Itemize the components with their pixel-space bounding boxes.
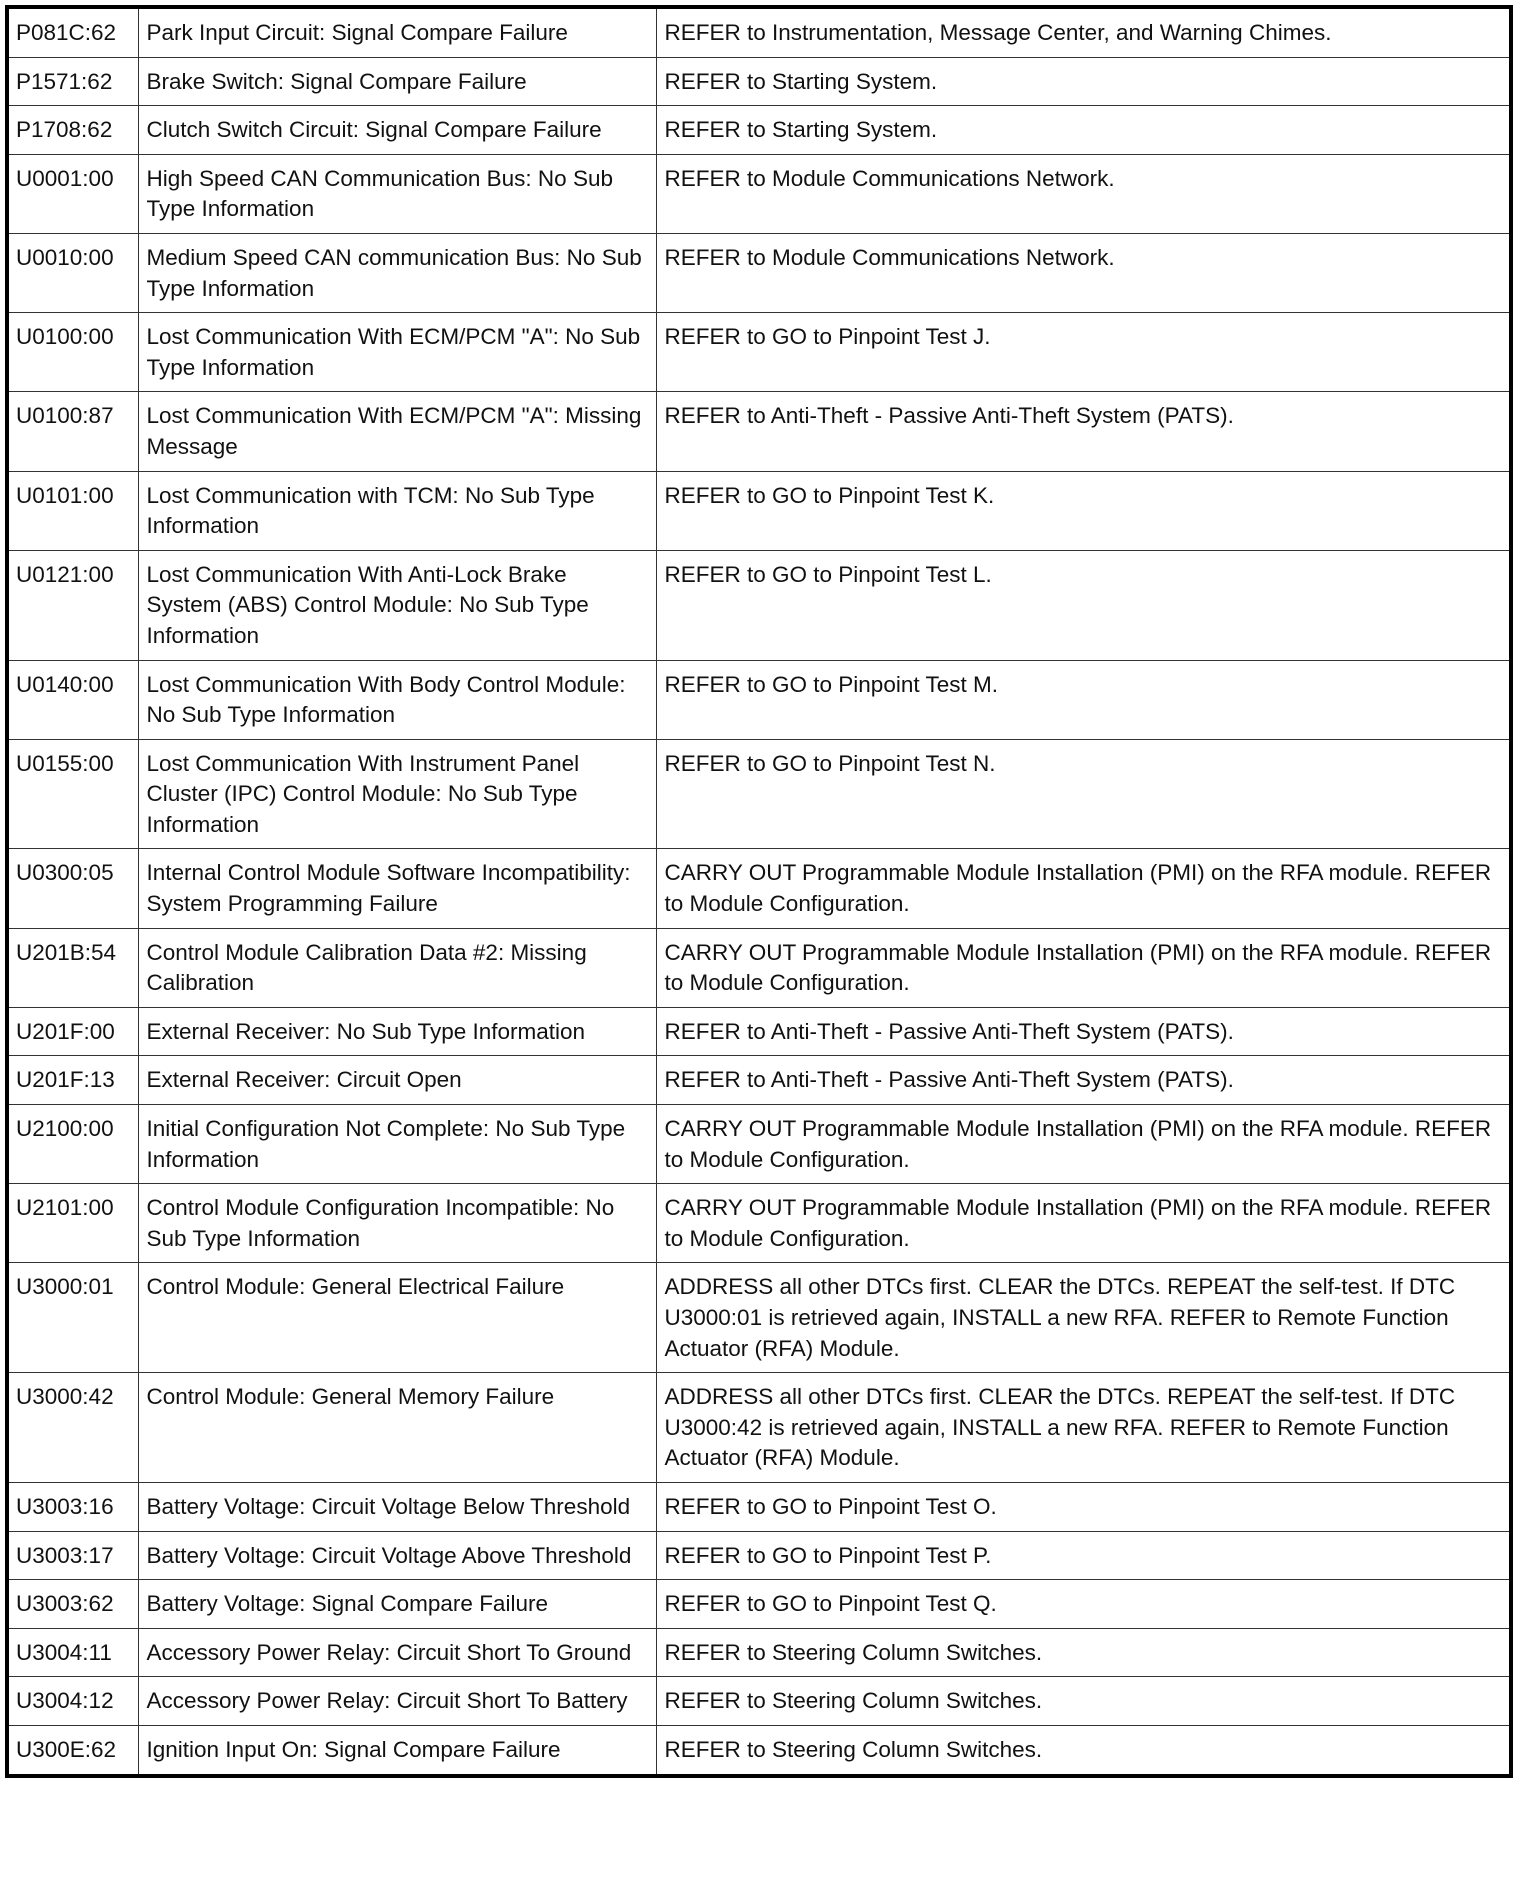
dtc-action: CARRY OUT Programmable Module Installation (PMI) on the RFA module. REFER to Module Configuration.	[656, 1105, 1511, 1184]
dtc-code: U0300:05	[7, 849, 138, 928]
dtc-description: Lost Communication With Instrument Panel Cluster (IPC) Control Module: No Sub Type Information	[138, 739, 656, 849]
table-row	[7, 233, 1511, 312]
table-row	[7, 1628, 1511, 1677]
table-row	[7, 1482, 1511, 1531]
dtc-code: P1571:62	[7, 57, 138, 106]
dtc-description: Control Module Calibration Data #2: Missing Calibration	[138, 928, 656, 1007]
dtc-description: Park Input Circuit: Signal Compare Failure	[138, 7, 656, 57]
table-row	[7, 1007, 1511, 1056]
dtc-action: REFER to GO to Pinpoint Test P.	[656, 1531, 1511, 1580]
dtc-table-body	[7, 7, 1511, 1776]
dtc-table	[5, 5, 1513, 1778]
table-row	[7, 660, 1511, 739]
dtc-code: U3004:11	[7, 1628, 138, 1677]
dtc-description: Lost Communication With Anti-Lock Brake System (ABS) Control Module: No Sub Type Information	[138, 550, 656, 660]
dtc-code: U201F:00	[7, 1007, 138, 1056]
dtc-action: REFER to GO to Pinpoint Test M.	[656, 660, 1511, 739]
dtc-code: U0121:00	[7, 550, 138, 660]
dtc-code: U0155:00	[7, 739, 138, 849]
dtc-action: REFER to Anti-Theft - Passive Anti-Theft System (PATS).	[656, 1056, 1511, 1105]
dtc-action: REFER to Starting System.	[656, 106, 1511, 155]
dtc-code: U201B:54	[7, 928, 138, 1007]
dtc-description: Medium Speed CAN communication Bus: No Sub Type Information	[138, 233, 656, 312]
dtc-description: Battery Voltage: Circuit Voltage Above Threshold	[138, 1531, 656, 1580]
dtc-action: REFER to Steering Column Switches.	[656, 1677, 1511, 1726]
dtc-code: U3000:01	[7, 1263, 138, 1373]
dtc-action: ADDRESS all other DTCs first. CLEAR the DTCs. REPEAT the self-test. If DTC U3000:42 is retrieved again, INSTALL a new RFA. REFER to Remote Function Actuator (RFA) Module.	[656, 1373, 1511, 1483]
dtc-description: Ignition Input On: Signal Compare Failure	[138, 1725, 656, 1775]
dtc-description: External Receiver: Circuit Open	[138, 1056, 656, 1105]
dtc-action: REFER to GO to Pinpoint Test Q.	[656, 1580, 1511, 1629]
dtc-description: Accessory Power Relay: Circuit Short To Ground	[138, 1628, 656, 1677]
dtc-code: U0140:00	[7, 660, 138, 739]
dtc-action: REFER to Module Communications Network.	[656, 233, 1511, 312]
dtc-code: U0010:00	[7, 233, 138, 312]
dtc-description: Control Module Configuration Incompatible: No Sub Type Information	[138, 1184, 656, 1263]
dtc-action: CARRY OUT Programmable Module Installation (PMI) on the RFA module. REFER to Module Configuration.	[656, 1184, 1511, 1263]
table-row	[7, 1056, 1511, 1105]
dtc-code: U0001:00	[7, 154, 138, 233]
table-row	[7, 154, 1511, 233]
dtc-action: REFER to GO to Pinpoint Test L.	[656, 550, 1511, 660]
dtc-code: U3000:42	[7, 1373, 138, 1483]
dtc-code: U3003:17	[7, 1531, 138, 1580]
table-row	[7, 57, 1511, 106]
dtc-action: ADDRESS all other DTCs first. CLEAR the DTCs. REPEAT the self-test. If DTC U3000:01 is retrieved again, INSTALL a new RFA. REFER to Remote Function Actuator (RFA) Module.	[656, 1263, 1511, 1373]
dtc-action: REFER to GO to Pinpoint Test O.	[656, 1482, 1511, 1531]
table-row	[7, 471, 1511, 550]
table-row	[7, 1263, 1511, 1373]
table-row	[7, 1531, 1511, 1580]
dtc-code: U3004:12	[7, 1677, 138, 1726]
dtc-description: Lost Communication With ECM/PCM "A": Missing Message	[138, 392, 656, 471]
table-row	[7, 1677, 1511, 1726]
dtc-description: Brake Switch: Signal Compare Failure	[138, 57, 656, 106]
table-row	[7, 1105, 1511, 1184]
dtc-description: Lost Communication With Body Control Module: No Sub Type Information	[138, 660, 656, 739]
dtc-code: P081C:62	[7, 7, 138, 57]
table-row	[7, 1725, 1511, 1775]
dtc-code: U2100:00	[7, 1105, 138, 1184]
dtc-code: U300E:62	[7, 1725, 138, 1775]
dtc-action: REFER to Starting System.	[656, 57, 1511, 106]
dtc-description: Accessory Power Relay: Circuit Short To Battery	[138, 1677, 656, 1726]
dtc-description: Lost Communication With ECM/PCM "A": No Sub Type Information	[138, 313, 656, 392]
dtc-code: U0100:87	[7, 392, 138, 471]
table-row	[7, 313, 1511, 392]
dtc-code: U201F:13	[7, 1056, 138, 1105]
dtc-description: Lost Communication with TCM: No Sub Type Information	[138, 471, 656, 550]
dtc-code: U3003:16	[7, 1482, 138, 1531]
table-row	[7, 1184, 1511, 1263]
dtc-action: REFER to Instrumentation, Message Center, and Warning Chimes.	[656, 7, 1511, 57]
dtc-description: Battery Voltage: Circuit Voltage Below Threshold	[138, 1482, 656, 1531]
dtc-action: REFER to Steering Column Switches.	[656, 1628, 1511, 1677]
dtc-description: Battery Voltage: Signal Compare Failure	[138, 1580, 656, 1629]
dtc-action: REFER to Steering Column Switches.	[656, 1725, 1511, 1775]
dtc-action: REFER to Anti-Theft - Passive Anti-Theft System (PATS).	[656, 392, 1511, 471]
table-row	[7, 1580, 1511, 1629]
dtc-action: REFER to GO to Pinpoint Test K.	[656, 471, 1511, 550]
dtc-action: REFER to GO to Pinpoint Test N.	[656, 739, 1511, 849]
dtc-description: Clutch Switch Circuit: Signal Compare Failure	[138, 106, 656, 155]
table-row	[7, 106, 1511, 155]
dtc-action: REFER to Anti-Theft - Passive Anti-Theft System (PATS).	[656, 1007, 1511, 1056]
dtc-description: Internal Control Module Software Incompatibility: System Programming Failure	[138, 849, 656, 928]
dtc-action: CARRY OUT Programmable Module Installation (PMI) on the RFA module. REFER to Module Configuration.	[656, 928, 1511, 1007]
dtc-description: Control Module: General Memory Failure	[138, 1373, 656, 1483]
dtc-action: REFER to GO to Pinpoint Test J.	[656, 313, 1511, 392]
dtc-description: High Speed CAN Communication Bus: No Sub Type Information	[138, 154, 656, 233]
table-row	[7, 928, 1511, 1007]
dtc-code: U2101:00	[7, 1184, 138, 1263]
table-row	[7, 739, 1511, 849]
dtc-description: External Receiver: No Sub Type Information	[138, 1007, 656, 1056]
table-row	[7, 550, 1511, 660]
table-row	[7, 849, 1511, 928]
dtc-code: P1708:62	[7, 106, 138, 155]
table-row	[7, 392, 1511, 471]
dtc-code: U0100:00	[7, 313, 138, 392]
dtc-action: CARRY OUT Programmable Module Installation (PMI) on the RFA module. REFER to Module Configuration.	[656, 849, 1511, 928]
table-row	[7, 7, 1511, 57]
table-row	[7, 1373, 1511, 1483]
dtc-description: Initial Configuration Not Complete: No Sub Type Information	[138, 1105, 656, 1184]
dtc-code: U3003:62	[7, 1580, 138, 1629]
dtc-code: U0101:00	[7, 471, 138, 550]
dtc-action: REFER to Module Communications Network.	[656, 154, 1511, 233]
dtc-description: Control Module: General Electrical Failure	[138, 1263, 656, 1373]
